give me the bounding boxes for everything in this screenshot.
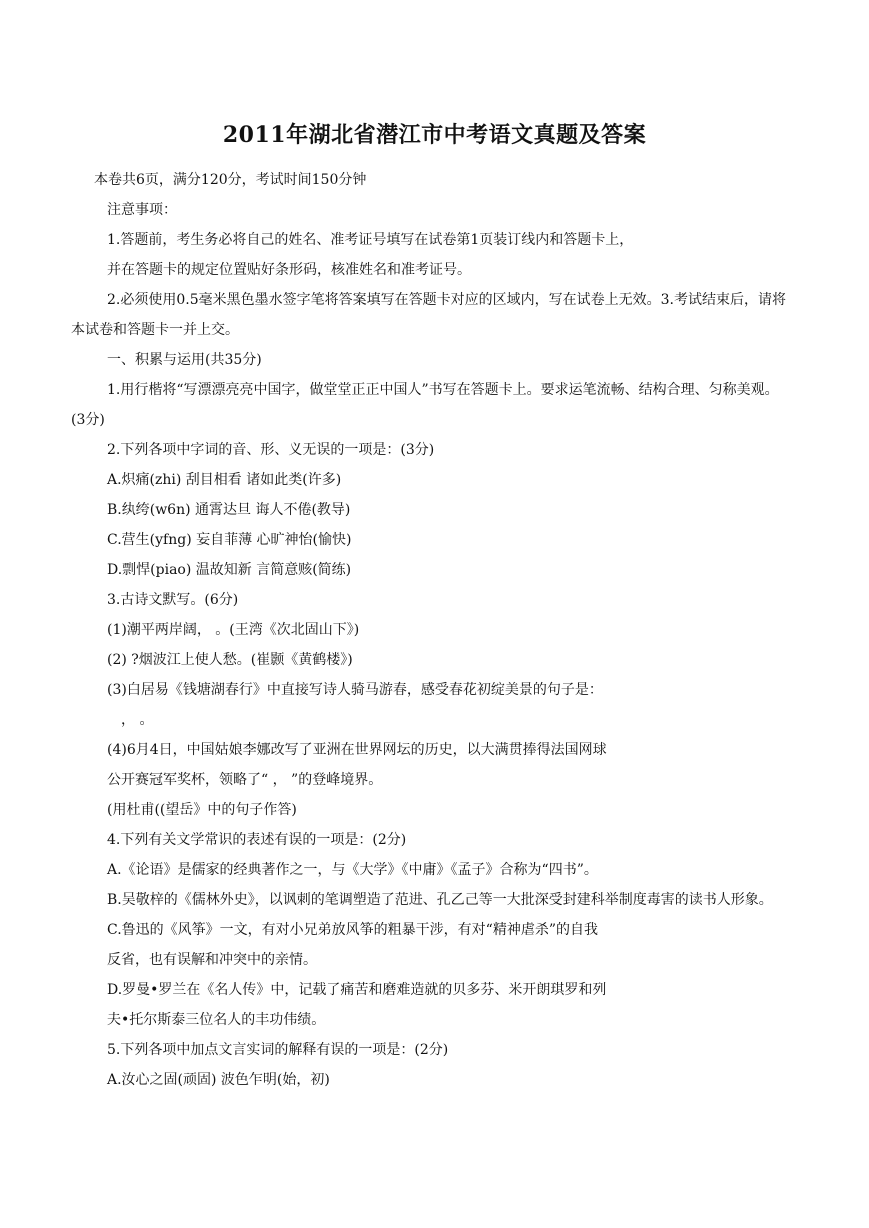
section-heading: 一、积累与运用(共35分): [107, 352, 262, 368]
notice-item-2: 2.必须使用0.5毫米黑色墨水签字笔将答案填写在答题卡对应的区域内，写在试卷上无效。3.考试结束后，请将本试卷和答题卡一并上交。: [71, 292, 786, 338]
question-5-option-a: A.汝心之固(顽固) 波色乍明(始，初): [107, 1072, 330, 1088]
question-2-option-b: B.纨绔(w6n) 通霄达旦 诲人不倦(教导): [107, 502, 351, 518]
exam-info: 本卷共6页，满分120分，考试时间150分钟: [94, 172, 367, 188]
question-4-option-c: C.鲁迅的《风筝》一文，有对小兄弟放风筝的粗暴干涉，有对“精神虐杀”的自我: [107, 922, 598, 938]
question-3-part-4-note: (用杜甫((望岳》中的句子作答): [107, 802, 297, 818]
question-4-option-d-cont: 夫•托尔斯泰三位名人的丰功伟绩。: [107, 1012, 326, 1028]
question-3-part-1: (1)潮平两岸阔， 。(王湾《次北固山下》): [107, 622, 360, 638]
document-body: [71, 165, 789, 1095]
question-2-option-c: C.营生(yfng) 妄自菲薄 心旷神怡(愉快): [107, 532, 352, 548]
question-5: 5.下列各项中加点文言实词的解释有误的一项是：(2分): [107, 1042, 449, 1058]
notice-item-1-cont: 并在答题卡的规定位置贴好条形码，核准姓名和准考证号。: [107, 262, 471, 278]
question-4-option-d: D.罗曼•罗兰在《名人传》中，记载了痛苦和磨难造就的贝多芬、米开朗琪罗和列: [107, 982, 607, 998]
notice-item-1: 1.答题前，考生务必将自己的姓名、准考证号填写在试卷第1页装订线内和答题卡上，: [107, 232, 634, 248]
question-4-option-a: A.《论语》是儒家的经典著作之一，与《大学》《中庸》《孟子》合称为“四书”。: [107, 862, 598, 878]
question-2-option-d: D.剽悍(piao) 温故知新 言简意赅(简练): [107, 562, 352, 578]
question-1: 1.用行楷将“写漂漂亮亮中国字，做堂堂正正中国人”书写在答题卡上。要求运笔流畅、结构合理、匀称美观。(3分): [71, 382, 779, 428]
question-3-part-3: (3)白居易《钱塘湖春行》中直接写诗人骑马游春，感受春花初绽美景的句子是：: [107, 682, 603, 698]
question-3-part-2: (2) ?烟波江上使人愁。(崔颢《黄鹤楼》): [107, 652, 353, 668]
question-3-part-3-blank: ， 。: [121, 712, 154, 728]
question-2: 2.下列各项中字词的音、形、义无误的一项是：(3分): [107, 442, 435, 458]
question-3-part-4-cont: 公开赛冠军奖杯，领略了“ ， ”的登峰境界。: [107, 772, 383, 788]
question-4: 4.下列有关文学常识的表述有误的一项是：(2分): [107, 832, 407, 848]
question-4-option-c-cont: 反省，也有误解和冲突中的亲情。: [107, 952, 317, 968]
document-title: 2011年湖北省潜江市中考语文真题及答案: [222, 122, 647, 148]
question-3: 3.古诗文默写。(6分): [107, 592, 239, 608]
question-3-part-4: (4)6月4日，中国姑娘李娜改写了亚洲在世界网坛的历史，以大满贯捧得法国网球: [107, 742, 607, 758]
notice-heading: 注意事项：: [107, 202, 177, 218]
question-2-option-a: A.炽痛(zhi) 刮目相看 诸如此类(许多): [107, 472, 342, 488]
question-4-option-b: B.吴敬梓的《儒林外史》，以讽刺的笔调塑造了范进、孔乙己等一大批深受封建科举制度毒害的读书人形象。: [107, 892, 773, 908]
